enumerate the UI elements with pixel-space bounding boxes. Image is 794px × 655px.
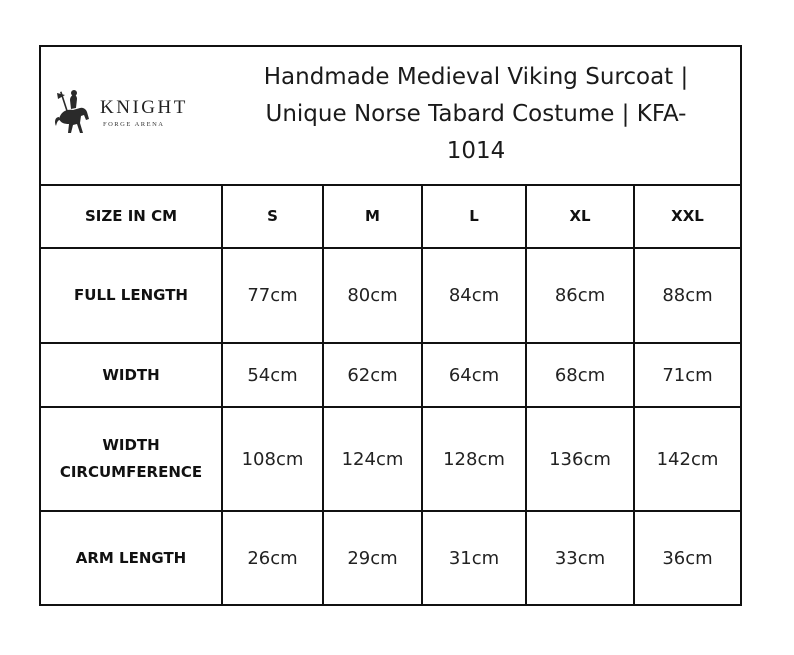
row-label: WIDTH CIRCUMFERENCE	[41, 407, 222, 511]
product-title-line: Unique Norse Tabard Costume | KFA-	[265, 101, 687, 127]
table-cell: 88cm	[634, 248, 740, 343]
table-cell: 33cm	[526, 511, 634, 604]
product-title-line: Handmade Medieval Viking Surcoat |	[263, 64, 689, 90]
table-cell: 71cm	[634, 343, 740, 407]
table-cell: 84cm	[422, 248, 526, 343]
size-header: XXL	[634, 184, 740, 248]
table-cell: 54cm	[222, 343, 323, 407]
size-header: M	[323, 184, 422, 248]
table-cell: 64cm	[422, 343, 526, 407]
table-row	[41, 407, 740, 511]
size-table	[41, 184, 740, 604]
brand-name: KNIGHT	[100, 97, 188, 118]
table-cell: 142cm	[634, 407, 740, 511]
row-label: FULL LENGTH	[41, 248, 222, 343]
table-header-row	[41, 184, 740, 248]
table-row	[41, 248, 740, 343]
table-cell: 80cm	[323, 248, 422, 343]
table-row	[41, 343, 740, 407]
size-chart-sheet	[39, 45, 742, 606]
table-cell: 62cm	[323, 343, 422, 407]
size-header: XL	[526, 184, 634, 248]
table-cell: 29cm	[323, 511, 422, 604]
row-label: WIDTH	[41, 343, 222, 407]
table-cell: 86cm	[526, 248, 634, 343]
table-cell: 31cm	[422, 511, 526, 604]
table-row	[41, 511, 740, 604]
row-label: ARM LENGTH	[41, 511, 222, 604]
table-cell: 36cm	[634, 511, 740, 604]
knight-horse-icon	[53, 89, 97, 137]
chart-header	[41, 47, 740, 186]
table-cell: 77cm	[222, 248, 323, 343]
brand-tagline: FORGE ARENA	[103, 121, 165, 128]
brand-logo	[53, 89, 223, 139]
table-cell: 124cm	[323, 407, 422, 511]
product-title	[226, 59, 726, 170]
corner-label: SIZE IN CM	[41, 184, 222, 248]
table-cell: 128cm	[422, 407, 526, 511]
size-header: L	[422, 184, 526, 248]
table-cell: 136cm	[526, 407, 634, 511]
table-cell: 108cm	[222, 407, 323, 511]
table-cell: 26cm	[222, 511, 323, 604]
table-cell: 68cm	[526, 343, 634, 407]
size-header: S	[222, 184, 323, 248]
product-title-line: 1014	[446, 138, 506, 164]
